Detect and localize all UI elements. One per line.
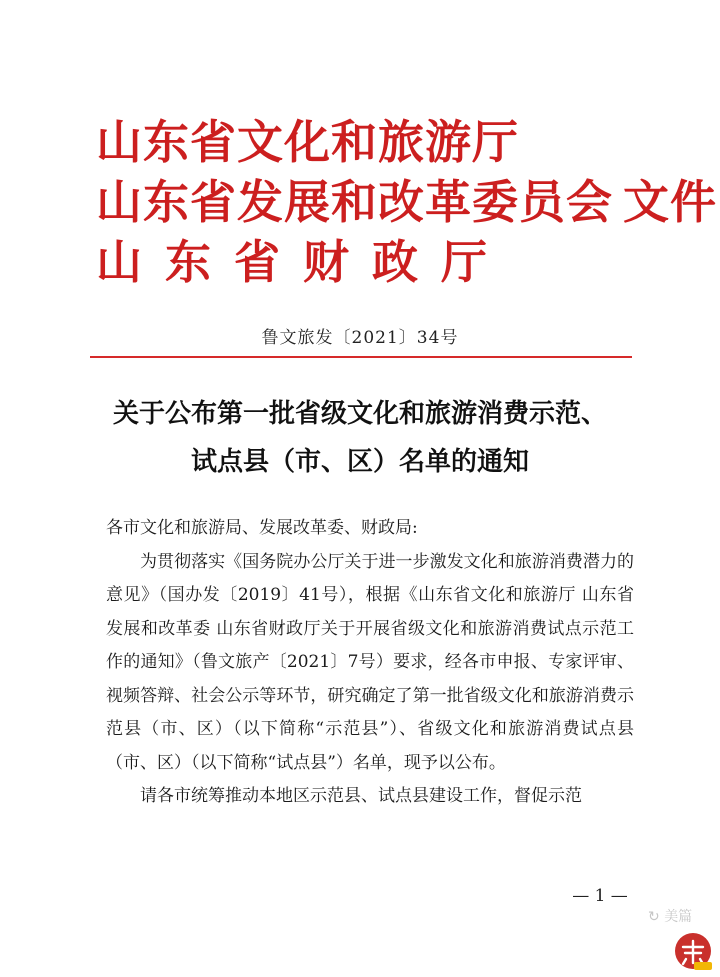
issuer-development-reform-label: 山东省发展和改革委员会 <box>96 175 613 229</box>
watermark-text: 美篇 <box>664 909 693 925</box>
issuer-finance: 山东省财政厅 <box>96 235 510 289</box>
document-suffix: 文件 <box>623 175 717 229</box>
notice-title <box>0 390 720 486</box>
notice-title-line2: 试点县（市、区）名单的通知 <box>190 447 529 477</box>
issuer-culture-tourism: 山东省文化和旅游厅 <box>96 115 519 169</box>
watermark-glyph: ↻ <box>648 909 660 925</box>
site-logo-icon <box>672 930 714 972</box>
issuing-authorities <box>96 112 717 292</box>
salutation: 各市文化和旅游局、发展改革委、财政局: <box>106 518 418 538</box>
document-number: 鲁文旅发〔2021〕34号 <box>261 328 459 348</box>
issuer-development-reform <box>96 172 717 232</box>
paragraph-2: 请各市统筹推动本地区示范县、试点县建设工作，督促示范 <box>140 786 582 806</box>
paragraph-1: 为贯彻落实《国务院办公厅关于进一步激发文化和旅游消费潜力的意见》（国办发〔2019〕41号），根据《山东省文化和旅游厅 山东省发展和改革委 山东省财政厅关于开展省级文化和旅游消费试点示范工作的通知》（鲁文旅产〔2021〕7号）要求，经各市申报、专家评审、视频答辩、社会公示等环节，研究确定了第一批省级文化和旅游消费示范县（市、区）（以下简称“示范县”）、省级文化和旅游消费试点县（市、区）（以下简称“试点县”）名单，现予以公布。 <box>106 551 634 773</box>
page-number: — 1 — <box>572 886 628 906</box>
notice-title-line1: 关于公布第一批省级文化和旅游消费示范、 <box>112 399 607 429</box>
red-divider <box>90 356 632 358</box>
notice-body <box>106 512 634 814</box>
meipian-watermark-icon <box>648 906 692 926</box>
